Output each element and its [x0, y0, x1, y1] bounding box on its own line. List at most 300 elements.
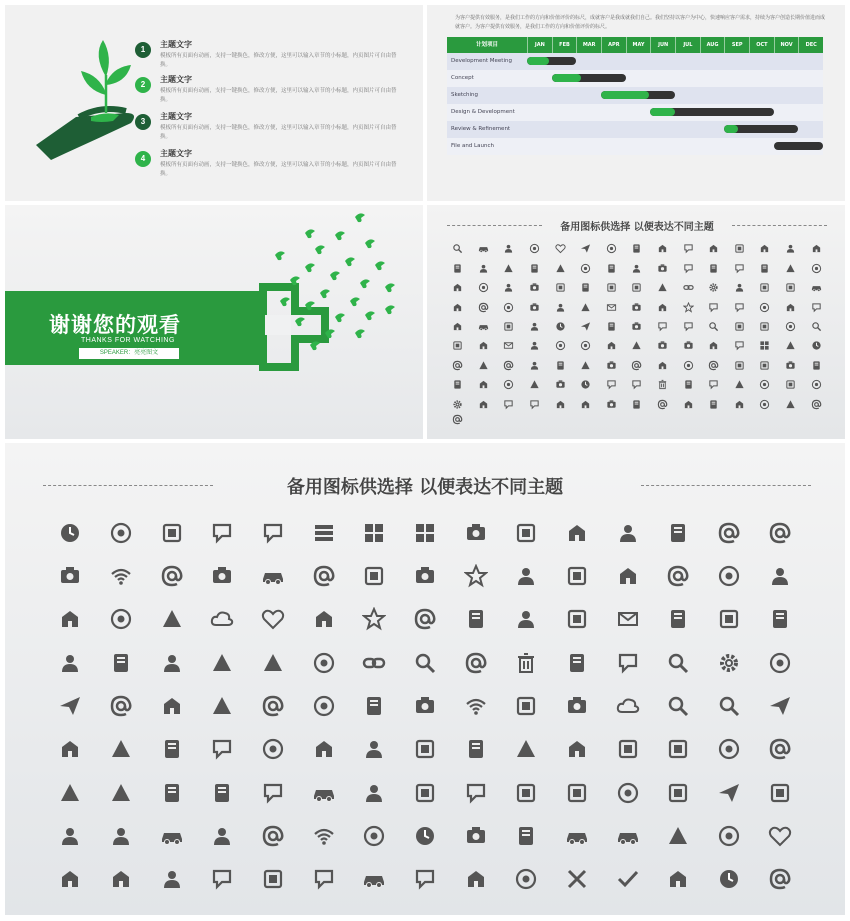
- gantt-month: AUG: [700, 37, 725, 53]
- ambulance-icon: [349, 858, 400, 901]
- car-icon: [248, 554, 299, 597]
- lifebuoy-icon: [197, 814, 248, 857]
- title-divider-right: [732, 225, 827, 226]
- doctor-icon: [197, 858, 248, 901]
- topic-title: 主题文字: [160, 112, 192, 121]
- topic-number-badge: 2: [135, 77, 151, 93]
- bike-icon: [624, 258, 650, 277]
- user-icon: [552, 641, 603, 684]
- sailboat-icon: [450, 641, 501, 684]
- magnifier-icon: [653, 641, 704, 684]
- tap-icon: [752, 258, 778, 277]
- list-icon: [298, 511, 349, 554]
- basketball-icon: [522, 239, 548, 258]
- bird-icon: [330, 271, 340, 280]
- first-aid-icon: [675, 239, 701, 258]
- film-icon: [197, 641, 248, 684]
- graduation-icon: [650, 395, 676, 414]
- gantt-month: APR: [601, 37, 626, 53]
- trophy-icon: [450, 814, 501, 857]
- refresh-icon: [349, 684, 400, 727]
- icons-title: 备用图标供选择 以便表达不同主题: [286, 477, 564, 498]
- gantt-bar: [724, 125, 798, 133]
- mortarboard-icon: [349, 728, 400, 771]
- topic-description: 模板所有页面有动画，支持一键换色，修改方便，这里可以输入章节的小标题，内页图片可自由替换。: [160, 162, 397, 177]
- cart-icon: [471, 317, 497, 336]
- calendar-num-icon: [727, 336, 753, 355]
- gate-icon: [624, 356, 650, 375]
- doc-icon: [599, 395, 625, 414]
- bulb-outline-icon: [653, 728, 704, 771]
- shield-icon: [496, 278, 522, 297]
- link-icon: [675, 278, 701, 297]
- lightbulb-icon: [675, 317, 701, 336]
- gantt-track: [527, 104, 823, 121]
- hand-icon: [298, 858, 349, 901]
- robot-icon: [471, 395, 497, 414]
- wallet-icon: [45, 814, 96, 857]
- clock-icon: [704, 858, 755, 901]
- window-icon: [650, 336, 676, 355]
- gear-icon: [701, 278, 727, 297]
- note-icon: [471, 336, 497, 355]
- compass-icon: [803, 239, 829, 258]
- atom-icon: [96, 684, 147, 727]
- rocket-icon: [547, 258, 573, 277]
- zoom-minus-icon: [704, 684, 755, 727]
- bird-icon: [305, 263, 315, 272]
- juice-icon: [400, 684, 451, 727]
- statue-icon: [445, 414, 471, 425]
- gantt-month: JUN: [650, 37, 675, 53]
- music-icon: [803, 258, 829, 277]
- bird-icon: [315, 245, 325, 254]
- stethoscope-icon: [704, 814, 755, 857]
- astronaut-icon: [349, 771, 400, 814]
- chat-icon: [471, 297, 497, 316]
- slide-gantt[interactable]: [427, 5, 845, 201]
- traffic-cone-icon: [547, 356, 573, 375]
- monitor-icon: [701, 336, 727, 355]
- telephone-icon: [778, 258, 804, 277]
- house-icon: [675, 336, 701, 355]
- picture-icon: [704, 598, 755, 641]
- bird-icon: [335, 231, 345, 240]
- bird-icon: [280, 297, 290, 306]
- printer-icon: [552, 511, 603, 554]
- slide-thanks[interactable]: [5, 205, 423, 439]
- cursor-icon: [727, 317, 753, 336]
- trophy-icon: [522, 278, 548, 297]
- heart-icon: [248, 598, 299, 641]
- slide-icons-small[interactable]: [427, 205, 845, 439]
- apps-icon: [400, 511, 451, 554]
- bird-icon: [365, 239, 375, 248]
- select-dashed-icon: [45, 598, 96, 641]
- magnifier-icon: [803, 317, 829, 336]
- bell-icon: [445, 258, 471, 277]
- label-icon: [778, 395, 804, 414]
- diamond-icon: [96, 728, 147, 771]
- gantt-row: [447, 70, 823, 87]
- tablet-icon: [752, 317, 778, 336]
- pen-icon: [471, 258, 497, 277]
- world-icon: [445, 297, 471, 316]
- topic-description: 模板所有页面有动画，支持一键换色，修改方便，这里可以输入章节的小标题，内页图片可自由替换。: [160, 53, 397, 68]
- road-icon: [400, 554, 451, 597]
- gantt-header-label: 计划项目: [475, 42, 498, 48]
- text-icon: [573, 258, 599, 277]
- atv-icon: [298, 554, 349, 597]
- video-icon: [450, 598, 501, 641]
- thumbs-up-icon: [653, 598, 704, 641]
- airplane-icon: [754, 684, 805, 727]
- bird-icon: [305, 229, 315, 238]
- magnet-icon: [675, 395, 701, 414]
- type-icon: [547, 395, 573, 414]
- ticket-icon: [197, 684, 248, 727]
- recycle-icon: [624, 239, 650, 258]
- paper-plane-icon: [45, 684, 96, 727]
- topic-title: 主题文字: [160, 40, 192, 49]
- bus-icon: [298, 771, 349, 814]
- send-icon: [573, 317, 599, 336]
- speaker-label: SPEAKER：亮亮图文: [79, 348, 179, 359]
- gantt-row: [447, 87, 823, 104]
- gantt-track: [527, 70, 823, 87]
- gantt-bar: [650, 108, 773, 116]
- chart-icon: [624, 278, 650, 297]
- camera-icon: [754, 641, 805, 684]
- lightbulb-icon: [197, 728, 248, 771]
- title-divider-left: [43, 485, 213, 486]
- cone-icon: [675, 375, 701, 394]
- gantt-description: 为客户提供有效服务，是我们工作的方向和价值评价的标尺，成就客户是我成就我们自己。我们坚持以客户为中心，快速响应客户需求，持续为客户创造长期价值进而成就客户。为客户提供有效服务，是我们工作的方向和价值评价的标尺。: [455, 15, 826, 30]
- icon-grid: [445, 239, 829, 425]
- files-icon: [496, 395, 522, 414]
- globe-pin-icon: [752, 375, 778, 394]
- dropper-icon: [752, 356, 778, 375]
- gantt-row: [447, 53, 823, 70]
- newspaper-icon: [501, 598, 552, 641]
- megaphone-icon: [96, 771, 147, 814]
- wrench-icon: [727, 278, 753, 297]
- medical-globe-icon: [146, 858, 197, 901]
- traffic-light-icon: [552, 554, 603, 597]
- fuel-icon: [400, 728, 451, 771]
- chess-icon: [599, 356, 625, 375]
- phone-icon: [727, 239, 753, 258]
- brain-icon: [248, 858, 299, 901]
- mobile-icon: [778, 297, 804, 316]
- zoom-in-icon: [400, 641, 451, 684]
- hand-icon: [624, 375, 650, 394]
- sailboat-icon: [496, 356, 522, 375]
- home-icon: [727, 258, 753, 277]
- bell-icon: [653, 511, 704, 554]
- photo-icon: [599, 336, 625, 355]
- gamepad-icon: [496, 239, 522, 258]
- speedometer-icon: [501, 554, 552, 597]
- palette-icon: [445, 375, 471, 394]
- tie-icon: [197, 554, 248, 597]
- truck-icon: [146, 814, 197, 857]
- film-icon: [471, 356, 497, 375]
- feather-icon: [701, 356, 727, 375]
- close-icon: [552, 858, 603, 901]
- necktie-icon: [754, 554, 805, 597]
- team-icon: [704, 728, 755, 771]
- gantt-progress: [650, 108, 675, 116]
- gavel-icon: [701, 395, 727, 414]
- grid-icon: [752, 336, 778, 355]
- sedan-icon: [602, 814, 653, 857]
- gantt-month: FEB: [552, 37, 577, 53]
- move-icon: [602, 511, 653, 554]
- settings-icon: [445, 395, 471, 414]
- icons-title: 备用图标供选择 以便表达不同主题: [560, 222, 714, 233]
- noodles-icon: [501, 728, 552, 771]
- folder-icon: [599, 278, 625, 297]
- clock-face-icon: [573, 375, 599, 394]
- topic-item: [140, 39, 400, 70]
- tshirt-icon: [552, 728, 603, 771]
- tray-icon: [501, 771, 552, 814]
- pen-nib-icon: [803, 356, 829, 375]
- search-icon: [445, 239, 471, 258]
- gantt-month: SEP: [724, 37, 749, 53]
- garage-icon: [197, 511, 248, 554]
- handshake-icon: [701, 375, 727, 394]
- brush-icon: [650, 356, 676, 375]
- bird-icon: [335, 313, 345, 322]
- hammer-icon: [752, 278, 778, 297]
- flower-icon: [96, 641, 147, 684]
- thumb-icon: [445, 336, 471, 355]
- bandage-icon: [450, 858, 501, 901]
- people-icon: [803, 297, 829, 316]
- wifi-signal-icon: [298, 814, 349, 857]
- lamp-icon: [650, 258, 676, 277]
- grid4-icon: [349, 511, 400, 554]
- mail-open-icon: [496, 336, 522, 355]
- topic-title: 主题文字: [160, 75, 192, 84]
- chat-bubble-icon: [803, 395, 829, 414]
- topic-description: 模板所有页面有动画，支持一键换色，修改方便，这里可以输入章节的小标题，内页图片可自由替换。: [160, 88, 397, 103]
- bird-icon: [385, 283, 395, 292]
- motorbike-icon: [349, 554, 400, 597]
- gantt-bar: [774, 142, 823, 150]
- bird-icon: [350, 297, 360, 306]
- bird-icon: [355, 213, 365, 222]
- hospital-icon: [45, 858, 96, 901]
- gantt-task-label: Design & Development: [451, 109, 515, 115]
- paint-icon: [727, 356, 753, 375]
- trash-icon: [650, 375, 676, 394]
- calculator-icon: [704, 511, 755, 554]
- broadcast-icon: [450, 684, 501, 727]
- gantt-bar: [552, 74, 626, 82]
- like-icon: [650, 317, 676, 336]
- gantt-progress: [601, 91, 649, 99]
- arrow-right-icon: [624, 297, 650, 316]
- medal-icon: [701, 297, 727, 316]
- pan-icon: [496, 375, 522, 394]
- topic-item: [140, 74, 400, 105]
- start-sign-icon: [450, 554, 501, 597]
- crop-icon: [450, 511, 501, 554]
- diamond-icon: [522, 375, 548, 394]
- printer-icon: [445, 317, 471, 336]
- gantt-track: [527, 53, 823, 70]
- invoice-icon: [752, 395, 778, 414]
- bird-icon: [345, 257, 355, 266]
- trophy-cup-icon: [522, 356, 548, 375]
- family-icon: [624, 336, 650, 355]
- gantt-month: OCT: [749, 37, 774, 53]
- bandage-cross-icon: [501, 858, 552, 901]
- presentation-icon: [754, 858, 805, 901]
- edit-icon: [573, 395, 599, 414]
- star-icon: [675, 297, 701, 316]
- cd-icon: [96, 814, 147, 857]
- cloud-icon: [197, 598, 248, 641]
- briefcase-icon: [445, 278, 471, 297]
- compass-icon: [653, 858, 704, 901]
- gantt-month: MAR: [576, 37, 601, 53]
- camera-icon: [573, 336, 599, 355]
- price-tag-icon: [501, 684, 552, 727]
- tag-icon: [650, 297, 676, 316]
- photos-icon: [146, 641, 197, 684]
- monitor-icon: [298, 728, 349, 771]
- paperclip-icon: [45, 771, 96, 814]
- windows-icon: [146, 771, 197, 814]
- gantt-month: JAN: [527, 37, 552, 53]
- gear-icon: [704, 641, 755, 684]
- send-icon: [704, 771, 755, 814]
- ship-icon: [496, 258, 522, 277]
- key-alt-icon: [624, 395, 650, 414]
- gantt-row: [447, 138, 823, 155]
- bomb-icon: [701, 239, 727, 258]
- music-icon: [298, 684, 349, 727]
- hourglass-icon: [45, 554, 96, 597]
- car-icon: [471, 239, 497, 258]
- crossroads-icon: [197, 771, 248, 814]
- check-icon: [602, 858, 653, 901]
- gantt-task-label: Review & Refinement: [451, 126, 511, 132]
- person-icon: [778, 317, 804, 336]
- pin-icon: [298, 641, 349, 684]
- sliders-icon: [146, 684, 197, 727]
- flag-icon: [573, 297, 599, 316]
- slide-icons-large[interactable]: [5, 443, 845, 915]
- wifi-icon: [96, 554, 147, 597]
- clock-icon: [547, 317, 573, 336]
- gantt-progress: [552, 74, 582, 82]
- glasses-icon: [650, 239, 676, 258]
- scissors-icon: [675, 258, 701, 277]
- box-icon: [573, 278, 599, 297]
- tree-icon: [778, 278, 804, 297]
- shop-icon: [653, 771, 704, 814]
- topic-item: [140, 148, 400, 179]
- signpost-icon: [599, 239, 625, 258]
- topic-title: 主题文字: [160, 149, 192, 158]
- chat-bubbles-icon: [754, 728, 805, 771]
- heartbeat-icon: [754, 814, 805, 857]
- folder-image-icon: [653, 814, 704, 857]
- gantt-month: MAY: [626, 37, 651, 53]
- key-icon: [602, 641, 653, 684]
- film-strip-icon: [522, 395, 548, 414]
- image-icon: [522, 258, 548, 277]
- cloud-upload-icon: [602, 684, 653, 727]
- gift-icon: [624, 317, 650, 336]
- star-icon: [349, 598, 400, 641]
- ufo-icon: [400, 771, 451, 814]
- globe-icon: [471, 278, 497, 297]
- slide-topics[interactable]: [5, 5, 423, 201]
- gantt-bar: [527, 57, 576, 65]
- bird-icon: [375, 261, 385, 270]
- bird-icon: [355, 329, 365, 338]
- stopwatch-icon: [45, 511, 96, 554]
- cart-icon: [552, 814, 603, 857]
- plane-icon: [573, 239, 599, 258]
- tag-icon: [45, 728, 96, 771]
- speech-bubble-icon: [450, 771, 501, 814]
- scale-icon: [727, 395, 753, 414]
- power-icon: [496, 297, 522, 316]
- bird-icon: [385, 305, 395, 314]
- document-icon: [754, 598, 805, 641]
- flask-icon: [450, 728, 501, 771]
- chat-icon: [754, 511, 805, 554]
- suitcase-icon: [704, 554, 755, 597]
- balance-icon: [650, 278, 676, 297]
- gantt-month: DEC: [798, 37, 823, 53]
- sync-icon: [501, 814, 552, 857]
- shirt-icon: [778, 375, 804, 394]
- bird-icon: [320, 289, 330, 298]
- wand-icon: [778, 356, 804, 375]
- globe-icon: [349, 814, 400, 857]
- gantt-month: NOV: [774, 37, 799, 53]
- gantt-progress: [724, 125, 737, 133]
- graduation-cap-icon: [653, 554, 704, 597]
- gantt-task-label: Development Meeting: [451, 58, 512, 64]
- gantt-task-label: Concept: [451, 75, 474, 81]
- trash-icon: [501, 641, 552, 684]
- plant-hand-illustration: [31, 35, 151, 165]
- cup-icon: [547, 278, 573, 297]
- bottle-icon: [146, 511, 197, 554]
- bird-icon: [295, 317, 305, 326]
- gantt-row: [447, 121, 823, 138]
- gantt-progress: [527, 57, 549, 65]
- book-icon: [522, 317, 548, 336]
- bird-icon: [360, 279, 370, 288]
- lock-icon: [146, 728, 197, 771]
- topic-description: 模板所有页面有动画，支持一键换色，修改方便，这里可以输入章节的小标题，内页图片可自由替换。: [160, 125, 397, 140]
- wristwatch-icon: [400, 814, 451, 857]
- zoom-icon: [701, 317, 727, 336]
- microphone-icon: [752, 239, 778, 258]
- badge-icon: [599, 317, 625, 336]
- at-sign-icon: [248, 814, 299, 857]
